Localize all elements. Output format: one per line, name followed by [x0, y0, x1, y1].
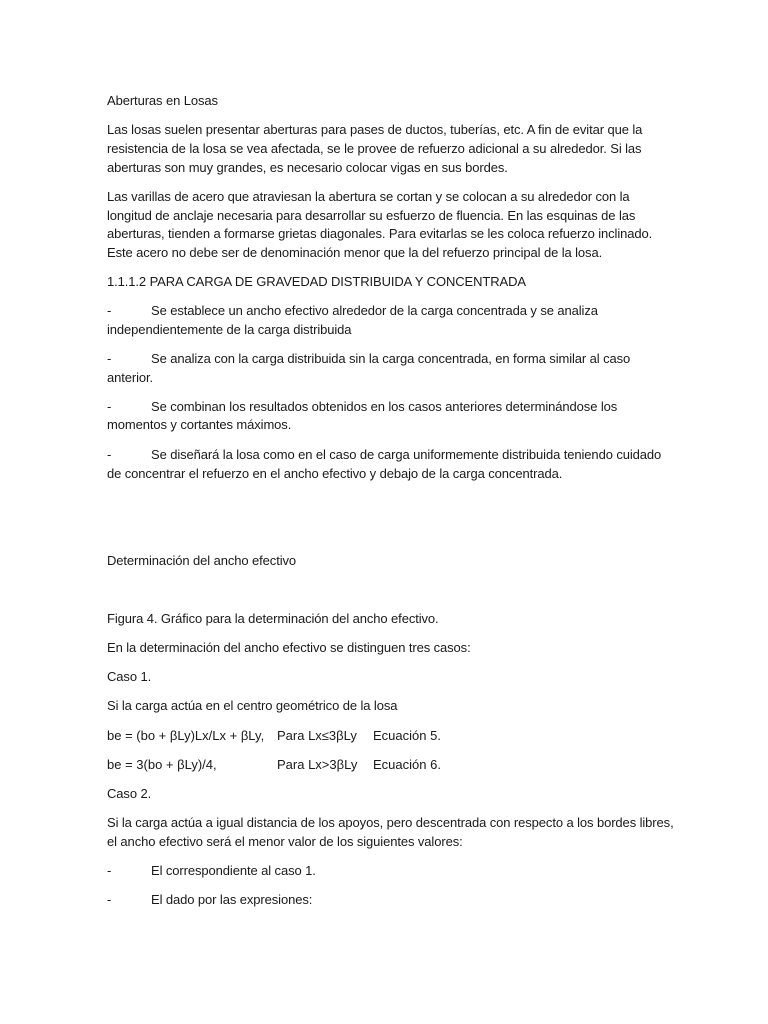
list-bullet: -	[107, 447, 112, 462]
list-item-continuation: momentos y cortantes máximos.	[107, 417, 292, 432]
section-heading-ancho: Determinación del ancho efectivo	[107, 553, 297, 568]
list-item: El correspondiente al caso 1.	[151, 863, 316, 878]
paragraph-line: En la determinación del ancho efectivo se distinguen tres casos:	[107, 640, 471, 655]
equation-label: Ecuación 6.	[373, 757, 441, 772]
equation-expression: be = (bo + βLy)Lx/Lx + βLy,	[107, 728, 265, 743]
list-bullet: -	[107, 303, 112, 318]
paragraph-line: aberturas son muy grandes, es necesario colocar vigas en sus bordes.	[107, 160, 508, 175]
list-item-continuation: independientemente de la carga distribuida	[107, 322, 352, 337]
list-item: Se diseñará la losa como en el caso de carga uniformemente distribuida teniendo cuidado	[151, 447, 662, 462]
paragraph-line: Las varillas de acero que atraviesan la abertura se cortan y se colocan a su alrededor con la	[107, 189, 630, 204]
list-item: El dado por las expresiones:	[151, 892, 313, 907]
section-heading-aberturas: Aberturas en Losas	[107, 93, 218, 108]
equation-condition: Para Lx≤3βLy	[277, 728, 357, 743]
equation-expression: be = 3(bo + βLy)/4,	[107, 757, 217, 772]
paragraph-line: Si la carga actúa en el centro geométrico de la losa	[107, 698, 398, 713]
list-item-continuation: de concentrar el refuerzo en el ancho efectivo y debajo de la carga concentrada.	[107, 466, 563, 481]
list-bullet: -	[107, 351, 112, 366]
list-item: Se establece un ancho efectivo alrededor de la carga concentrada y se analiza	[151, 303, 598, 318]
paragraph-line: aberturas, tienden a formarse grietas diagonales. Para evitarlas se les coloca refuerzo inclinado.	[107, 226, 653, 241]
case-title: Caso 2.	[107, 786, 152, 801]
list-bullet: -	[107, 863, 112, 878]
list-item: Se combinan los resultados obtenidos en los casos anteriores determinándose los	[151, 399, 618, 414]
list-bullet: -	[107, 892, 112, 907]
paragraph-line: el ancho efectivo será el menor valor de los siguientes valores:	[107, 834, 463, 849]
equation-condition: Para Lx>3βLy	[277, 757, 358, 772]
paragraph-line: Si la carga actúa a igual distancia de los apoyos, pero descentrada con respecto a los bordes libres,	[107, 815, 674, 830]
paragraph-line: Las losas suelen presentar aberturas para pases de ductos, tuberías, etc. A fin de evitar que la	[107, 122, 643, 137]
paragraph-line: resistencia de la losa se vea afectada, se le provee de refuerzo adicional a su alrededor. Si las	[107, 141, 642, 156]
case-title: Caso 1.	[107, 669, 152, 684]
section-heading-carga: 1.1.1.2 PARA CARGA DE GRAVEDAD DISTRIBUIDA Y CONCENTRADA	[107, 274, 526, 289]
list-bullet: -	[107, 399, 112, 414]
list-item-continuation: anterior.	[107, 370, 154, 385]
equation-label: Ecuación 5.	[373, 728, 441, 743]
paragraph-line: Este acero no debe ser de denominación menor que la del refuerzo principal de la losa.	[107, 245, 603, 260]
list-item: Se analiza con la carga distribuida sin la carga concentrada, en forma similar al caso	[151, 351, 631, 366]
figure-caption: Figura 4. Gráfico para la determinación del ancho efectivo.	[107, 611, 439, 626]
paragraph-line: longitud de anclaje necesaria para desarrollar su esfuerzo de fluencia. En las esquinas de las	[107, 208, 636, 223]
